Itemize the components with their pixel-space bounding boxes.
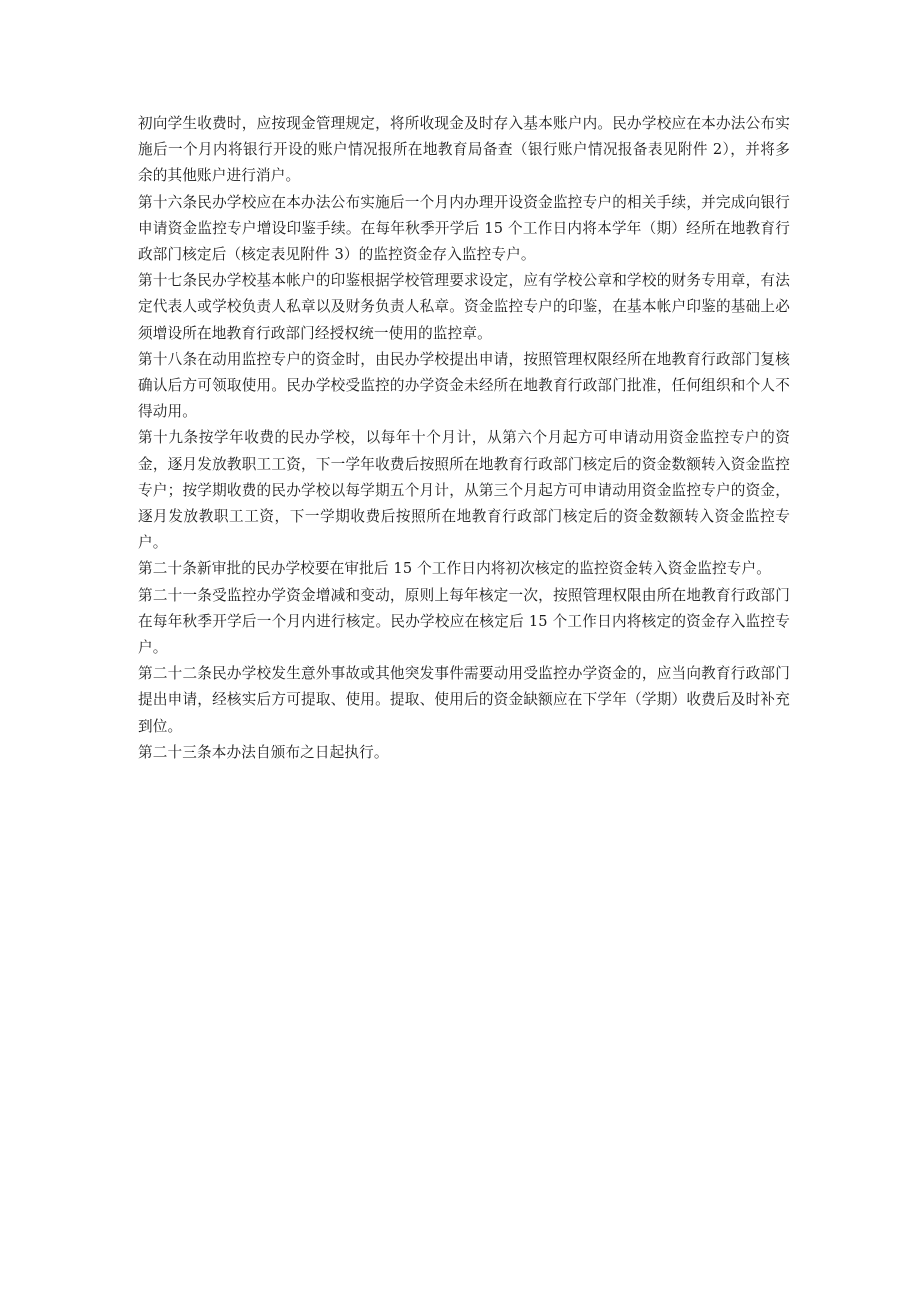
paragraph-cash-deposit: 初向学生收费时，应按现金管理规定，将所收现金及时存入基本账户内。民办学校应在本办法公布实施后一个月内将银行开设的账户情况报所在地教育局备查（银行账户情况报备表见附件 2），并将多余的其他账户进行消户。 (138, 115, 790, 185)
paragraph-article-18: 第十八条在动用监控专户的资金时，由民办学校提出申请，按照管理权限经所在地教育行政部门复核确认后方可领取使用。民办学校受监控的办学资金未经所在地教育行政部门批准，任何组织和个人不得动用。 (138, 350, 790, 421)
paragraph-article-20: 第二十条新审批的民办学校要在审批后 15 个工作日内将初次核定的监控资金转入资金监控专户。 (138, 560, 771, 578)
paragraph-article-23: 第二十三条本办法自颁布之日起执行。 (138, 743, 389, 761)
paragraph-article-19: 第十九条按学年收费的民办学校，以每年十个月计，从第六个月起方可申请动用资金监控专户的资金，逐月发放教职工工资，下一学年收费后按照所在地教育行政部门核定后的资金数额转入资金监控专户；按学期收费的民办学校以每学期五个月计，从第三个月起方可申请动用资金监控专户的资金，逐月发放教职工工资，下一学期收费后按照所在地教育行政部门核定后的资金数额转入资金监控专户。 (138, 429, 790, 552)
paragraph-article-17: 第十七条民办学校基本帐户的印鉴根据学校管理要求设定，应有学校公章和学校的财务专用章，有法定代表人或学校负责人私章以及财务负责人私章。资金监控专户的印鉴，在基本帐户印鉴的基础上必须增设所在地教育行政部门经授权统一使用的监控章。 (138, 272, 790, 342)
paragraph-article-22: 第二十二条民办学校发生意外事故或其他突发事件需要动用受监控办学资金的，应当向教育行政部门提出申请，经核实后方可提取、使用。提取、使用后的资金缺额应在下学年（学期）收费后及时补充到位。 (138, 665, 790, 735)
document-body (138, 111, 790, 766)
paragraph-article-21: 第二十一条受监控办学资金增减和变动，原则上每年核定一次，按照管理权限由所在地教育行政部门在每年秋季开学后一个月内进行核定。民办学校应在核定后 15 个工作日内将核定的资金存入监控专户。 (138, 586, 790, 657)
paragraph-article-16: 第十六条民办学校应在本办法公布实施后一个月内办理开设资金监控专户的相关手续，并完成向银行申请资金监控专户增设印鉴手续。在每年秋季开学后 15 个工作日内将本学年（期）经所在地教育行政部门核定后（核定表见附件 3）的监控资金存入监控专户。 (138, 193, 790, 264)
